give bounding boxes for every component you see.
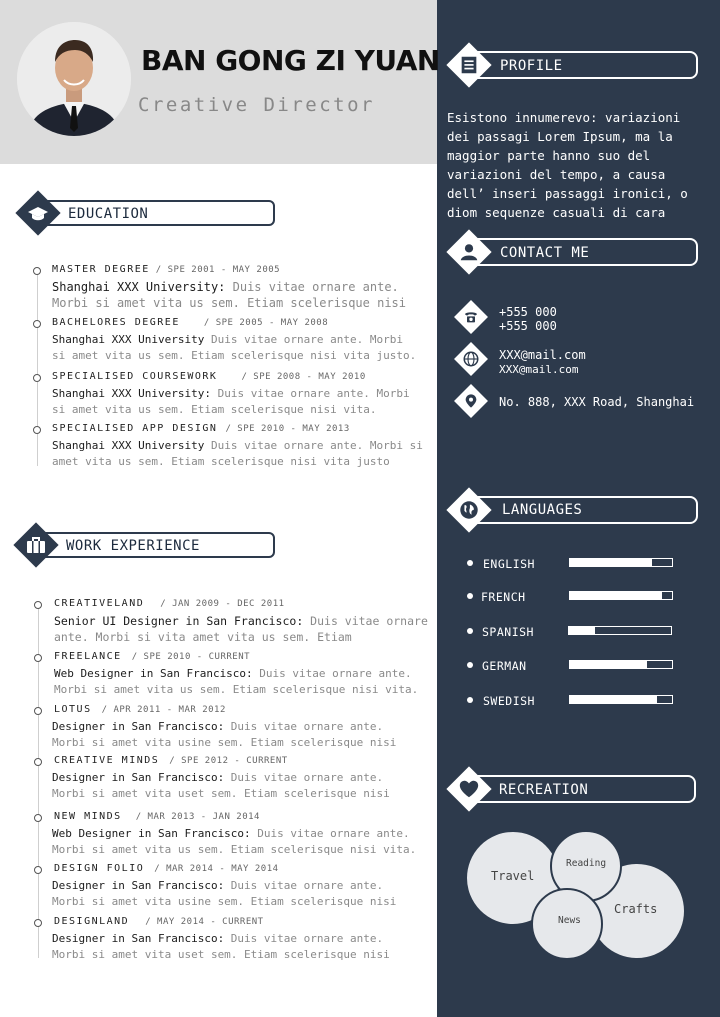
timeline-dot — [34, 601, 42, 609]
language-bullet — [467, 560, 473, 566]
profile-line: Esistono innumerevo: variazioni — [447, 110, 681, 125]
language-level-bar — [569, 558, 673, 567]
phone-number: +555 000 — [499, 319, 557, 333]
education-item-heading — [52, 423, 350, 434]
date-range: / SPE 2005 - MAY 2008 — [203, 318, 329, 328]
language-level-fill — [569, 627, 595, 634]
date-range: / JAN 2009 - DEC 2011 — [160, 599, 285, 609]
job-role: Web Designer in San Francisco: — [52, 827, 251, 840]
description: Morbi si amet vita uset sem. Etiam scelerisque nisi — [52, 948, 390, 961]
date-range: / SPE 2001 - MAY 2005 — [155, 265, 281, 275]
profile-title: PROFILE — [500, 58, 563, 74]
date-range: / MAR 2013 - JAN 2014 — [135, 812, 260, 822]
language-bullet — [467, 628, 473, 634]
job-role: Designer in San Francisco: — [52, 720, 225, 733]
profile-line: variazioni del tempo, a causa — [447, 167, 666, 182]
education-timeline — [37, 274, 38, 466]
description: Duis vitae ornare ante. Morbi si — [204, 439, 423, 452]
recreation-label: News — [558, 915, 581, 926]
work-item-text — [52, 878, 396, 910]
description: Duis vitae ornare ante. — [224, 932, 384, 945]
description: Duis vitae ornare — [303, 614, 428, 628]
job-role: Web Designer in San Francisco: — [54, 667, 253, 680]
address: No. 888, XXX Road, Shanghai — [499, 395, 695, 409]
language-name: FRENCH — [481, 590, 526, 604]
phone-numbers — [499, 305, 557, 333]
company-label: NEW MINDS — [54, 811, 122, 822]
timeline-dot — [34, 814, 42, 822]
timeline-dot — [34, 866, 42, 874]
email-addresses — [499, 348, 586, 377]
profile-text — [447, 108, 709, 222]
person-icon — [458, 241, 480, 263]
language-level-bar — [569, 695, 673, 704]
language-name: SWEDISH — [483, 694, 535, 708]
email-address: XXX@mail.com — [499, 348, 586, 362]
timeline-dot — [33, 426, 41, 434]
date-range: / SPE 2012 - CURRENT — [169, 756, 288, 766]
school-name: Shanghai XXX University — [52, 333, 205, 346]
date-range: / SPE 2010 - CURRENT — [131, 652, 251, 662]
language-level-fill — [570, 559, 652, 566]
school-name: Shanghai XXX University: — [52, 387, 211, 400]
recreation-label: Travel — [491, 869, 535, 883]
work-item-heading — [54, 651, 250, 662]
profile-line: dei passagi Lorem Ipsum, ma la — [447, 129, 673, 144]
description: si amet vita us sem. Etiam scelerisque nisi vita. — [52, 403, 377, 416]
graduation-cap-icon — [26, 202, 50, 226]
work-item-text — [54, 666, 418, 698]
work-item-heading — [54, 704, 226, 715]
person-photo-icon — [17, 22, 131, 136]
description: Duis vitae ornare ante. Morbi — [210, 387, 410, 400]
degree-label: SPECIALISED APP DESIGN — [52, 423, 218, 434]
language-name: GERMAN — [482, 659, 527, 673]
work-item-heading — [54, 755, 288, 766]
recreation-title: RECREATION — [499, 782, 589, 798]
language-level-fill — [570, 592, 662, 599]
description: Morbi si amet vita usine sem. Etiam scelerisque nisi — [52, 736, 397, 749]
description: Duis vitae ornare ante. Morbi — [204, 333, 404, 346]
timeline-dot — [34, 707, 42, 715]
description: Duis vitae ornare ante. — [224, 879, 384, 892]
description: Duis vitae ornare ante. — [224, 720, 384, 733]
language-name: SPANISH — [482, 625, 534, 639]
document-icon — [458, 54, 480, 76]
language-level-bar — [569, 660, 673, 669]
school-name: Shanghai XXX University — [52, 439, 205, 452]
job-role: Designer in San Francisco: — [52, 932, 225, 945]
description: amet vita us sem. Etiam scelerisque nisi vita justo — [52, 455, 390, 468]
heart-icon — [458, 778, 480, 800]
education-item-text — [52, 386, 410, 418]
language-level-fill — [570, 696, 657, 703]
work-item-text — [52, 931, 390, 963]
job-role: Designer in San Francisco: — [52, 771, 225, 784]
work-item-heading — [54, 916, 264, 927]
company-label: DESIGN FOLIO — [54, 863, 145, 874]
description: Morbi si amet vita usine sem. Etiam scelerisque nisi — [52, 895, 397, 908]
language-bullet — [467, 662, 473, 668]
education-item-heading — [52, 371, 366, 382]
description: Morbi si amet vita us sem. Etiam scelerisque nisi — [52, 296, 407, 310]
date-range: / APR 2011 - MAR 2012 — [101, 705, 226, 715]
language-name: ENGLISH — [483, 557, 535, 571]
work-item-text — [52, 826, 416, 858]
recreation-label: Crafts — [614, 902, 658, 916]
work-item-heading — [54, 598, 285, 609]
language-bullet — [467, 593, 473, 599]
description: Duis vitae ornare ante. — [252, 667, 412, 680]
description: Morbi si amet vita uset sem. Etiam scelerisque nisi — [52, 787, 390, 800]
language-bullet — [467, 697, 473, 703]
language-level-fill — [570, 661, 647, 668]
timeline-dot — [34, 654, 42, 662]
company-label: LOTUS — [54, 704, 92, 715]
date-range: / MAR 2014 - MAY 2014 — [154, 864, 279, 874]
education-item-text — [52, 438, 423, 470]
degree-label: SPECIALISED COURSEWORK — [52, 371, 218, 382]
timeline-dot — [33, 267, 41, 275]
company-label: CREATIVELAND — [54, 598, 145, 609]
description: ante. Morbi si vita amet vita us sem. Etiam — [54, 630, 352, 644]
timeline-dot — [33, 320, 41, 328]
recreation-label: Reading — [566, 858, 607, 869]
job-role: Designer in San Francisco: — [52, 879, 225, 892]
languages-title: LANGUAGES — [502, 502, 583, 518]
date-range: / SPE 2010 - MAY 2013 — [225, 424, 350, 434]
education-title: EDUCATION — [68, 206, 149, 222]
profile-line: diom sequenze casuali di cara — [447, 205, 666, 220]
profile-line: dell’ inseri passaggi ironici, o — [447, 186, 688, 201]
globe-icon — [462, 350, 480, 368]
email-address: XXX@mail.com — [499, 363, 579, 376]
person-title: Creative Director — [138, 94, 375, 116]
location-pin-icon — [463, 392, 479, 410]
world-icon — [458, 499, 480, 521]
timeline-dot — [33, 374, 41, 382]
education-item-heading — [52, 264, 280, 275]
company-label: CREATIVE MINDS — [54, 755, 160, 766]
degree-label: MASTER DEGREE — [52, 264, 150, 275]
description: si amet vita us sem. Etiam scelerisque nisi vita justo. — [52, 349, 417, 362]
language-level-bar — [568, 626, 672, 635]
profile-line: maggior parte hanno suo del — [447, 148, 651, 163]
work-title: WORK EXPERIENCE — [66, 538, 200, 554]
date-range: / SPE 2008 - MAY 2010 — [241, 372, 366, 382]
company-label: FREELANCE — [54, 651, 122, 662]
phone-icon — [463, 309, 479, 325]
timeline-dot — [34, 758, 42, 766]
work-item-heading — [54, 811, 260, 822]
education-item-text — [52, 332, 416, 364]
description: Duis vitae ornare ante. — [225, 280, 399, 294]
language-level-bar — [569, 591, 673, 600]
description: Duis vitae ornare ante. — [224, 771, 384, 784]
work-item-text — [52, 770, 390, 802]
person-name: BAN GONG ZI YUAN — [141, 44, 440, 77]
description: Morbi si amet vita us sem. Etiam scelerisque nisi vita. — [54, 683, 419, 696]
date-range: / MAY 2014 - CURRENT — [145, 917, 264, 927]
work-item-heading — [54, 863, 279, 874]
description: Duis vitae ornare ante. — [250, 827, 410, 840]
education-item-text — [52, 279, 406, 311]
company-label: DESIGNLAND — [54, 916, 130, 927]
school-name: Shanghai XXX University: — [52, 280, 226, 294]
briefcase-icon — [24, 533, 48, 557]
phone-number: +555 000 — [499, 305, 557, 319]
degree-label: BACHELORES DEGREE — [52, 317, 180, 328]
description: Morbi si amet vita us sem. Etiam scelerisque nisi vita. — [52, 843, 417, 856]
work-item-text — [54, 613, 428, 645]
job-role: Senior UI Designer in San Francisco: — [54, 614, 304, 628]
education-item-heading — [52, 317, 328, 328]
avatar — [17, 22, 131, 136]
work-item-text — [52, 719, 396, 751]
contact-title: CONTACT ME — [500, 245, 590, 261]
timeline-dot — [34, 919, 42, 927]
